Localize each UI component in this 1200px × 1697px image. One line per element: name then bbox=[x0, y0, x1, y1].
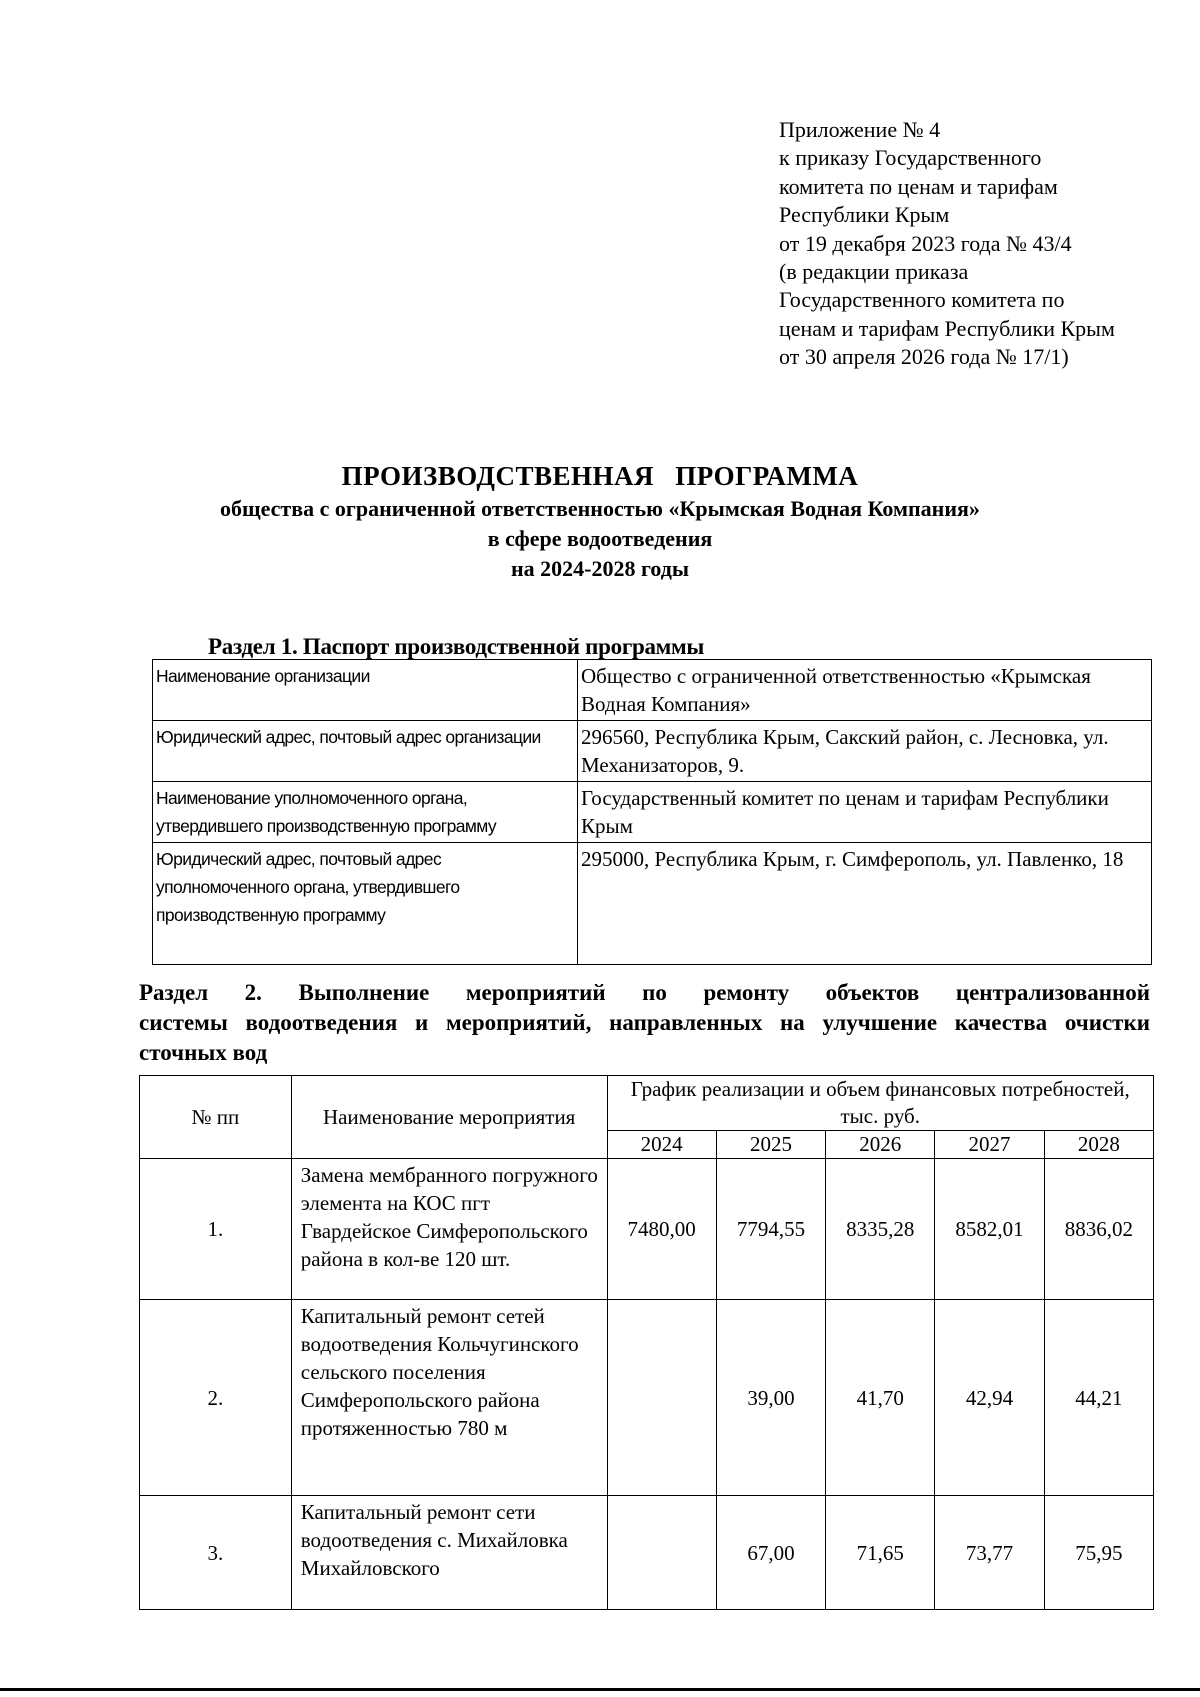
row-activity-name: Капитальный ремонт сетей водоотведения Кольчугинского сельского поселения Симферопольского района протяженностью 780 м bbox=[291, 1300, 607, 1496]
table-row bbox=[153, 660, 1152, 721]
row-value: 41,70 bbox=[826, 1300, 935, 1496]
table-row bbox=[140, 1300, 1154, 1496]
table-header-row bbox=[140, 1076, 1154, 1131]
annex-line: Приложение № 4 bbox=[779, 117, 941, 142]
section2-heading bbox=[139, 978, 1150, 1068]
passport-value: 296560, Республика Крым, Сакский район, с. Лесновка, ул. Механизаторов, 9. bbox=[578, 721, 1152, 782]
year-header: 2027 bbox=[935, 1131, 1044, 1159]
annex-line: от 19 декабря 2023 года № 43/4 bbox=[779, 230, 1072, 256]
table-row bbox=[153, 843, 1152, 965]
passport-key: Наименование организации bbox=[153, 660, 578, 721]
passport-value: Государственный комитет по ценам и тарифам Республики Крым bbox=[578, 782, 1152, 843]
table-row bbox=[140, 1159, 1154, 1300]
row-value: 39,00 bbox=[716, 1300, 825, 1496]
row-value: 71,65 bbox=[826, 1496, 935, 1610]
row-number: 3. bbox=[140, 1496, 292, 1610]
passport-key: Наименование уполномоченного органа, утвердившего производственную программу bbox=[153, 782, 578, 843]
row-value: 7480,00 bbox=[607, 1159, 716, 1300]
row-value: 8836,02 bbox=[1044, 1159, 1153, 1300]
section2-heading-line: сточных вод bbox=[139, 1040, 268, 1065]
annex-line: Государственного комитета по bbox=[779, 287, 1065, 313]
annex-line: к приказу Государственного bbox=[779, 145, 1042, 171]
table-row bbox=[153, 721, 1152, 782]
row-value: 44,21 bbox=[1044, 1300, 1153, 1496]
annex-line: (в редакции приказа bbox=[779, 259, 969, 285]
title-main: ПРОИЗВОДСТВЕННАЯ ПРОГРАММА bbox=[341, 461, 859, 491]
row-number: 2. bbox=[140, 1300, 292, 1496]
title-organization: общества с ограниченной ответственностью «Крымская Водная Компания» bbox=[220, 496, 980, 521]
annex-block bbox=[779, 116, 1179, 372]
events-table bbox=[139, 1075, 1154, 1610]
annex-line: Республики Крым bbox=[779, 202, 950, 228]
row-value bbox=[607, 1300, 716, 1496]
section2-heading-line: Раздел 2. Выполнение мероприятий по ремонту объектов централизованной bbox=[139, 980, 1150, 1005]
row-value: 75,95 bbox=[1044, 1496, 1153, 1610]
passport-value: 295000, Республика Крым, г. Симферополь, ул. Павленко, 18 bbox=[578, 843, 1152, 965]
row-value bbox=[607, 1496, 716, 1610]
title-sphere: в сфере водоотведения bbox=[487, 526, 713, 551]
row-activity-name: Замена мембранного погружного элемента на КОС пгт Гвардейское Симферопольского района в кол-ве 120 шт. bbox=[291, 1159, 607, 1300]
row-value: 8582,01 bbox=[935, 1159, 1044, 1300]
year-header: 2026 bbox=[826, 1131, 935, 1159]
table-row bbox=[140, 1496, 1154, 1610]
passport-value: Общество с ограниченной ответственностью «Крымская Водная Компания» bbox=[578, 660, 1152, 721]
passport-key: Юридический адрес, почтовый адрес уполномоченного органа, утвердившего производственную программу bbox=[153, 843, 578, 965]
row-value: 42,94 bbox=[935, 1300, 1044, 1496]
page-bottom-rule bbox=[0, 1688, 1200, 1691]
annex-line: ценам и тарифам Республики Крым bbox=[779, 315, 1115, 341]
col-header-schedule: График реализации и объем финансовых потребностей, тыс. руб. bbox=[607, 1076, 1153, 1131]
table-row bbox=[153, 782, 1152, 843]
row-number: 1. bbox=[140, 1159, 292, 1300]
passport-key: Юридический адрес, почтовый адрес организации bbox=[153, 721, 578, 782]
year-header: 2025 bbox=[716, 1131, 825, 1159]
title-period: на 2024-2028 годы bbox=[510, 556, 690, 581]
col-header-name: Наименование мероприятия bbox=[291, 1076, 607, 1159]
document-title bbox=[0, 458, 1200, 584]
col-header-num: № пп bbox=[140, 1076, 292, 1159]
row-activity-name: Капитальный ремонт сети водоотведения с. Михайловка Михайловского bbox=[291, 1496, 607, 1610]
row-value: 67,00 bbox=[716, 1496, 825, 1610]
year-header: 2024 bbox=[607, 1131, 716, 1159]
row-value: 8335,28 bbox=[826, 1159, 935, 1300]
row-value: 73,77 bbox=[935, 1496, 1044, 1610]
annex-line: комитета по ценам и тарифам bbox=[779, 173, 1058, 199]
row-value: 7794,55 bbox=[716, 1159, 825, 1300]
section1-heading: Раздел 1. Паспорт производственной программы bbox=[208, 634, 705, 659]
passport-table bbox=[152, 659, 1152, 965]
annex-line: от 30 апреля 2026 года № 17/1) bbox=[779, 344, 1069, 370]
year-header: 2028 bbox=[1044, 1131, 1153, 1159]
section2-heading-line: системы водоотведения и мероприятий, направленных на улучшение качества очистки bbox=[139, 1010, 1150, 1035]
